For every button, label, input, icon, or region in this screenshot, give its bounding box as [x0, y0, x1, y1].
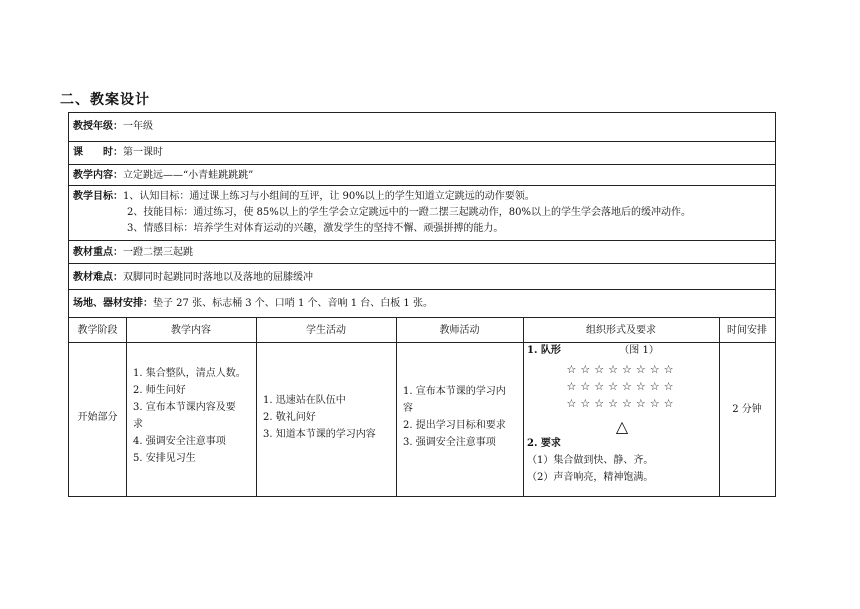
equipment-value: 垫子 27 张、标志桶 3 个、口哨 1 个、音响 1 台、白板 1 张。: [153, 298, 433, 309]
goals-row: [69, 186, 775, 241]
teacher-item: 1. 宣布本节课的学习内: [403, 386, 506, 397]
content-list: [133, 365, 255, 467]
column-divider: [126, 318, 127, 496]
formation-cell: [527, 342, 717, 486]
header-teacher: 教师活动: [439, 325, 480, 336]
header-content: 教学内容: [171, 325, 211, 336]
content-value: 立定跳远——“小青蛙跳跳跳”: [123, 170, 254, 181]
key-point-label: 教材重点：: [73, 247, 123, 258]
goal-2: 2、技能目标：通过练习，使 85%以上的学生学会立定跳远中的一蹬二摆三起跳动作，80%以上的学生学会落地后的缓冲动作。: [127, 207, 691, 218]
teacher-item: 2. 提出学习目标和要求: [403, 420, 506, 431]
key-point-row: [69, 241, 775, 264]
goal-1: 1、认知目标：通过课上练习与小组间的互评，让 90%以上的学生知道立定跳远的动作要领。: [123, 191, 535, 202]
difficulty-label: 教材难点：: [73, 272, 123, 283]
teacher-item: 3. 强调安全注意事项: [403, 437, 496, 448]
star-row: ☆☆☆☆☆☆☆☆: [566, 397, 678, 410]
content-item: 2. 师生问好: [133, 385, 186, 396]
equipment-row: [69, 290, 775, 318]
lesson-label: 课 时：: [73, 147, 123, 158]
key-point-value: 一蹬二摆三起跳: [123, 247, 193, 258]
header-student: 学生活动: [306, 325, 346, 336]
requirement-item: （2）声音响亮，精神饱满。: [527, 472, 654, 483]
student-list: [263, 392, 395, 443]
content-row: [69, 165, 775, 186]
lesson-row: [69, 142, 775, 165]
difficulty-row: [69, 264, 775, 290]
goal-3: 3、情感目标：培养学生对体育运动的兴趣，激发学生的坚持不懈、顽强拼搏的能力。: [127, 223, 504, 234]
requirement-item: （1）集合做到快、静、齐。: [527, 455, 654, 466]
formation-figure-label: （图 1）: [619, 345, 659, 356]
content-item: 1. 集合整队，清点人数。: [133, 368, 246, 379]
content-item: 4. 强调安全注意事项: [133, 436, 226, 447]
header-formation: 组织形式及要求: [586, 325, 656, 336]
content-item: 3. 宣布本节课内容及要: [133, 402, 236, 413]
student-formation: [527, 361, 717, 412]
equipment-label: 场地、器材安排：: [73, 298, 153, 309]
stage-cell: 开始部分: [77, 412, 118, 423]
grade-value: 一年级: [123, 121, 153, 132]
student-item: 2. 敬礼问好: [263, 412, 316, 423]
difficulty-value: 双脚同时起跳同时落地以及落地的屈膝缓冲: [123, 272, 313, 283]
grade-row: [69, 113, 775, 142]
student-item: 3. 知道本节课的学习内容: [263, 429, 376, 440]
content-item: 求: [133, 419, 143, 430]
formation-heading: 1. 队形: [527, 345, 561, 356]
section-title: 二、教案设计: [60, 92, 150, 108]
teacher-item: 容: [403, 403, 413, 414]
header-stage: 教学阶段: [77, 325, 118, 336]
content-label: 教学内容：: [73, 170, 123, 181]
column-divider: [256, 318, 257, 496]
content-item: 5. 安排见习生: [133, 453, 196, 464]
requirements-heading: 2. 要求: [527, 438, 561, 449]
time-cell: 2 分钟: [732, 404, 762, 415]
column-divider: [523, 318, 524, 496]
teacher-list: [403, 383, 523, 451]
star-row: ☆☆☆☆☆☆☆☆: [566, 380, 678, 393]
star-row: ☆☆☆☆☆☆☆☆: [566, 363, 678, 376]
lesson-value: 第一课时: [123, 147, 163, 158]
grade-label: 教授年级：: [73, 121, 123, 132]
goals-label: 教学目标：: [73, 191, 123, 202]
teacher-triangle-icon: △: [615, 417, 629, 436]
student-item: 1. 迅速站在队伍中: [263, 395, 346, 406]
header-time: 时间安排: [727, 325, 767, 336]
column-divider: [396, 318, 397, 496]
lesson-plan-table: [68, 112, 776, 497]
